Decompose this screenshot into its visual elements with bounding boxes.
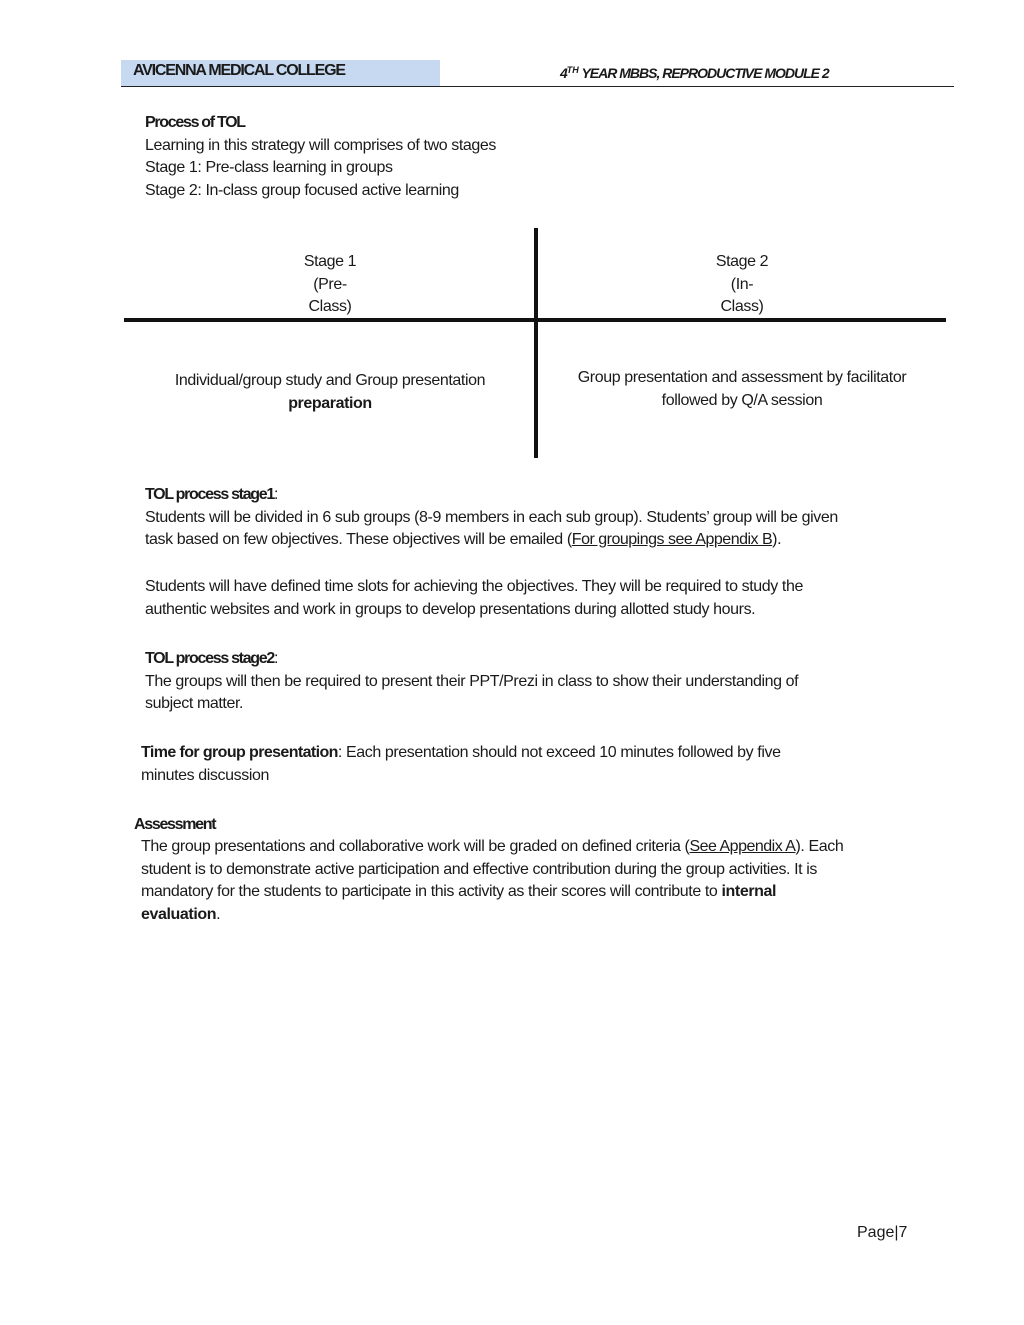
time-line2: minutes discussion [141, 766, 269, 784]
stage1-heading-line-3: Class) [308, 298, 352, 315]
stage1-section-title: TOL process stage1 [145, 486, 274, 503]
appendix-b-link[interactable]: For groupings see Appendix B [571, 531, 773, 548]
process-line-2: Stage 1: Pre-class learning in groups [145, 159, 393, 176]
stage1-body-text: Individual/group study and Group presentation [174, 372, 486, 389]
header-rule [121, 86, 954, 87]
appendix-a-link[interactable]: See Appendix A [689, 838, 796, 855]
stage2-heading-line-2: (In- [730, 275, 754, 293]
stage2-heading [542, 251, 942, 319]
header-college-name [121, 60, 440, 86]
assessment-body [141, 836, 843, 926]
stage2-body [542, 367, 942, 412]
time-section-title: Time for group presentation [141, 744, 338, 761]
stage1-para1-line1: Students will be divided in 6 sub groups (8-9 members in each sub group). Students’ group will be given [145, 508, 838, 526]
stage1-para2-line2: authentic websites and work in groups to develop presentations during allotted study hours. [145, 600, 756, 618]
stage1-heading-line-1: Stage 1 [303, 253, 357, 270]
table-vertical-rule [534, 228, 538, 458]
stage2-colon: : [273, 650, 279, 667]
header-module [560, 60, 829, 83]
stage2-body-line-2: followed by Q/A session [661, 391, 823, 409]
assessment-title: Assessment [134, 816, 216, 833]
process-title: Process of TOL [145, 114, 245, 131]
assessment-line1-end: ). Each [795, 838, 844, 855]
stage1-heading-line-2: (Pre- [313, 275, 347, 293]
process-line-1: Learning in this strategy will comprises of two stages [145, 136, 497, 154]
college-name: AVICENNA MEDICAL COLLEGE [133, 62, 345, 79]
stage2-section-title: TOL process stage2 [145, 650, 274, 667]
page-number: Page|7 [857, 1224, 908, 1241]
time-section [141, 742, 781, 787]
time-line1: : Each presentation should not exceed 10 minutes followed by five [337, 744, 781, 761]
stage1-section [145, 484, 838, 552]
stage1-para2 [145, 576, 803, 621]
stage1-colon: : [273, 486, 279, 503]
stage2-heading-line-3: Class) [720, 298, 764, 315]
assessment-line1: The group presentations and collaborative work will be graded on defined criteria ( [141, 838, 690, 855]
stage2-heading-line-1: Stage 2 [715, 253, 769, 270]
assessment-period: . [216, 905, 221, 923]
assessment-evaluation: evaluation [141, 905, 217, 923]
stage2-section [145, 648, 798, 716]
assessment-internal: internal [721, 883, 777, 900]
stage2-line2: subject matter. [145, 695, 244, 712]
stage1-para1-line2: task based on few objectives. These objectives will be emailed ( [145, 531, 572, 548]
stage1-body [130, 370, 530, 415]
year-number: 4 [560, 65, 567, 81]
stage2-line1: The groups will then be required to present their PPT/Prezi in class to show their understanding of [145, 672, 799, 690]
stage1-heading [130, 251, 530, 319]
assessment-line3: mandatory for the students to participate in this activity as their scores will contribute to [141, 883, 722, 900]
stage2-body-line-1: Group presentation and assessment by facilitator [577, 369, 907, 386]
module-title: YEAR MBBS, REPRODUCTIVE MODULE 2 [581, 65, 829, 81]
stage1-para1-line2-end: ). [772, 531, 782, 548]
process-line-3: Stage 2: In-class group focused active learning [145, 181, 459, 199]
year-superscript: TH [566, 65, 579, 75]
stage1-body-bold: preparation [288, 394, 372, 412]
assessment-line2: student is to demonstrate active participation and effective contribution during the group activities. It is [141, 860, 818, 878]
stage1-para2-line1: Students will have defined time slots for achieving the objectives. They will be required to study the [145, 578, 803, 595]
process-section [145, 112, 496, 202]
table-horizontal-rule [124, 318, 946, 322]
assessment-title-block [134, 814, 215, 837]
